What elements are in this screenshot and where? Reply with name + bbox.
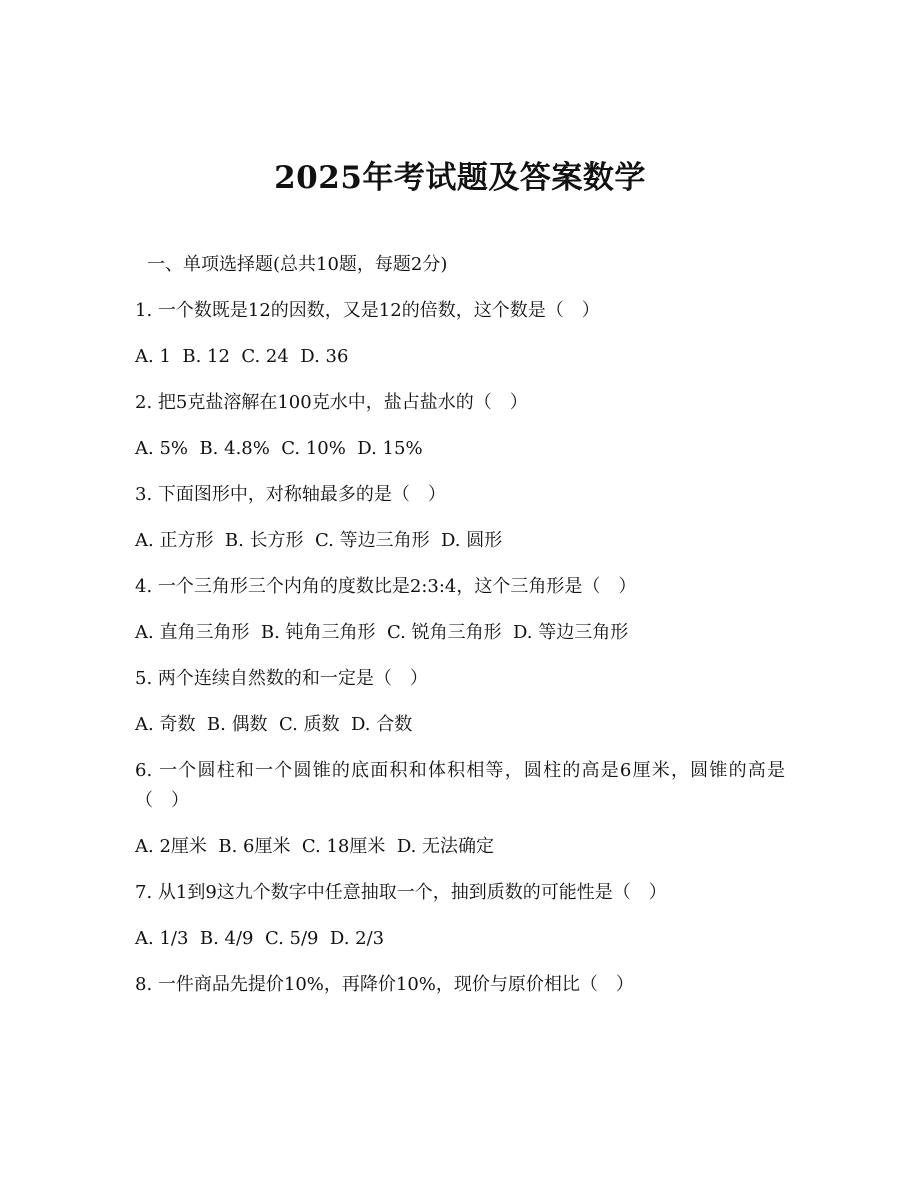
exam-content (135, 250, 785, 1016)
question-2-options: A. 5% B. 4.8% C. 10% D. 15% (135, 438, 423, 459)
page-title: 2025年考试题及答案数学 (274, 160, 646, 196)
question-3-options: A. 正方形 B. 长方形 C. 等边三角形 D. 圆形 (135, 530, 503, 551)
question-7: 7. 从1到9这九个数字中任意抽取一个，抽到质数的可能性是（ ） (135, 882, 667, 903)
question-1: 1. 一个数既是12的因数，又是12的倍数，这个数是（ ） (135, 300, 600, 321)
question-5: 5. 两个连续自然数的和一定是（ ） (135, 668, 428, 689)
question-6-options: A. 2厘米 B. 6厘米 C. 18厘米 D. 无法确定 (135, 836, 495, 857)
question-7-options: A. 1/3 B. 4/9 C. 5/9 D. 2/3 (135, 928, 385, 949)
question-4-options: A. 直角三角形 B. 钝角三角形 C. 锐角三角形 D. 等边三角形 (135, 622, 629, 643)
question-8: 8. 一件商品先提价10%，再降价10%，现价与原价相比（ ） (135, 974, 634, 995)
question-5-options: A. 奇数 B. 偶数 C. 质数 D. 合数 (135, 714, 413, 735)
question-2: 2. 把5克盐溶解在100克水中，盐占盐水的（ ） (135, 392, 528, 413)
section-heading: 一、单项选择题(总共10题，每题2分) (147, 254, 448, 275)
question-1-options: A. 1 B. 12 C. 24 D. 36 (135, 346, 349, 367)
question-6: 6. 一个圆柱和一个圆锥的底面积和体积相等，圆柱的高是6厘米，圆锥的高是（ ） (135, 760, 785, 811)
question-3: 3. 下面图形中，对称轴最多的是（ ） (135, 484, 446, 505)
question-4: 4. 一个三角形三个内角的度数比是2:3:4，这个三角形是（ ） (135, 576, 637, 597)
